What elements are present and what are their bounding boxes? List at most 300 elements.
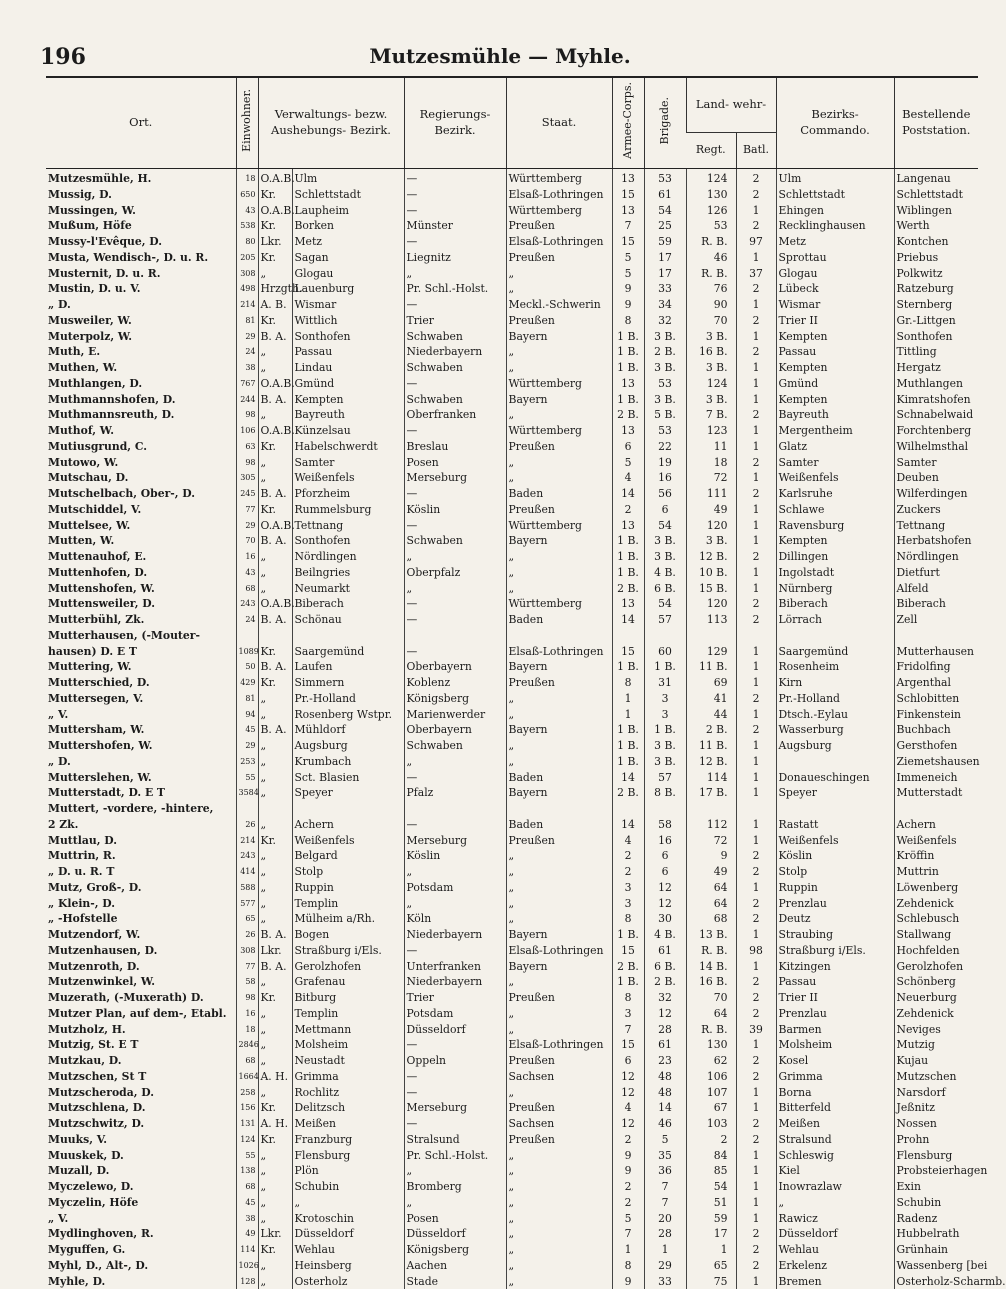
landwehr-batl-cell: 1 xyxy=(736,770,776,786)
armee-corps-cell: 2 B. xyxy=(612,959,644,975)
header-einwohner: Einwohner. xyxy=(236,77,258,169)
bezirks-commando-cell: Prenzlau xyxy=(776,896,894,912)
poststation-cell: Osterholz-Scharmb. xyxy=(894,1274,978,1289)
staat-cell: „ xyxy=(506,360,612,376)
table-row xyxy=(46,848,978,864)
staat-cell: Bayern xyxy=(506,533,612,549)
bezirks-commando-cell: Ulm xyxy=(776,169,894,187)
poststation-cell: Immeneich xyxy=(894,770,978,786)
staat-cell: „ xyxy=(506,1242,612,1258)
landwehr-regt-cell: 129 xyxy=(686,644,736,660)
verwaltung-bezirk-cell: Biberach xyxy=(292,596,404,612)
poststation-cell: Wilhelmsthal xyxy=(894,439,978,455)
staat-cell: „ xyxy=(506,880,612,896)
bezirks-commando-cell: Erkelenz xyxy=(776,1258,894,1274)
einwohner-cell: 70 xyxy=(236,533,258,549)
brigade-cell: 1 xyxy=(644,1242,686,1258)
landwehr-regt-cell: 7 B. xyxy=(686,407,736,423)
armee-corps-cell: 1 B. xyxy=(612,533,644,549)
table-row xyxy=(46,722,978,738)
poststation-cell: Wiblingen xyxy=(894,203,978,219)
verwaltung-type-cell: Kr. xyxy=(258,502,292,518)
einwohner-cell: 68 xyxy=(236,581,258,597)
regierungsbezirk-cell: Schwaben xyxy=(404,392,506,408)
regierungsbezirk-cell: „ xyxy=(404,581,506,597)
armee-corps-cell: 1 B. xyxy=(612,360,644,376)
regierungsbezirk-cell: Posen xyxy=(404,455,506,471)
brigade-cell: 59 xyxy=(644,234,686,250)
landwehr-batl-cell: 2 xyxy=(736,722,776,738)
table-row xyxy=(46,203,978,219)
table-row xyxy=(46,628,978,644)
armee-corps-cell: 3 xyxy=(612,896,644,912)
staat-cell: „ xyxy=(506,754,612,770)
register-table xyxy=(46,76,978,1289)
poststation-cell: Mutterhausen xyxy=(894,644,978,660)
poststation-cell: Zell xyxy=(894,612,978,628)
regierungsbezirk-cell: — xyxy=(404,1037,506,1053)
poststation-cell: Samter xyxy=(894,455,978,471)
bezirks-commando-cell: Wehlau xyxy=(776,1242,894,1258)
verwaltung-type-cell: O.A.B. xyxy=(258,596,292,612)
table-row xyxy=(46,313,978,329)
einwohner-cell: 45 xyxy=(236,1195,258,1211)
regierungsbezirk-cell: — xyxy=(404,1116,506,1132)
einwohner-cell: 429 xyxy=(236,675,258,691)
landwehr-regt-cell: 54 xyxy=(686,1179,736,1195)
ort-cell: Mutzschwitz, D. xyxy=(46,1116,236,1132)
verwaltung-type-cell: B. A. xyxy=(258,612,292,628)
verwaltung-type-cell: „ xyxy=(258,1085,292,1101)
table-row xyxy=(46,896,978,912)
einwohner-cell: 258 xyxy=(236,1085,258,1101)
landwehr-batl-cell: 1 xyxy=(736,880,776,896)
table-row xyxy=(46,407,978,423)
poststation-cell: Löwenberg xyxy=(894,880,978,896)
verwaltung-bezirk-cell: Mülheim a/Rh. xyxy=(292,911,404,927)
ort-cell: Mutzschen, St T xyxy=(46,1069,236,1085)
regierungsbezirk-cell xyxy=(404,801,506,817)
table-row xyxy=(46,927,978,943)
regierungsbezirk-cell: Pfalz xyxy=(404,785,506,801)
staat-cell: Bayern xyxy=(506,329,612,345)
einwohner-cell: 24 xyxy=(236,612,258,628)
table-row xyxy=(46,833,978,849)
header-brigade: Brigade. xyxy=(644,77,686,169)
verwaltung-type-cell: Lkr. xyxy=(258,1226,292,1242)
landwehr-batl-cell xyxy=(736,628,776,644)
brigade-cell: 16 xyxy=(644,470,686,486)
landwehr-batl-cell: 39 xyxy=(736,1022,776,1038)
regierungsbezirk-cell: — xyxy=(404,1085,506,1101)
header-batl: Batl. xyxy=(736,133,776,169)
verwaltung-type-cell: „ xyxy=(258,1148,292,1164)
poststation-cell: Gersthofen xyxy=(894,738,978,754)
einwohner-cell: 68 xyxy=(236,1053,258,1069)
einwohner-cell: 49 xyxy=(236,1226,258,1242)
landwehr-regt-cell: 11 xyxy=(686,439,736,455)
verwaltung-type-cell: Kr. xyxy=(258,990,292,1006)
regierungsbezirk-cell: Königsberg xyxy=(404,1242,506,1258)
landwehr-regt-cell: 113 xyxy=(686,612,736,628)
verwaltung-bezirk-cell: Sonthofen xyxy=(292,533,404,549)
bezirks-commando-cell: Grimma xyxy=(776,1069,894,1085)
staat-cell: Elsaß-Lothringen xyxy=(506,234,612,250)
poststation-cell: Mutzschen xyxy=(894,1069,978,1085)
landwehr-regt-cell: 16 B. xyxy=(686,344,736,360)
landwehr-batl-cell: 2 xyxy=(736,1069,776,1085)
bezirks-commando-cell: Ingolstadt xyxy=(776,565,894,581)
armee-corps-cell: 15 xyxy=(612,644,644,660)
poststation-cell: Nördlingen xyxy=(894,549,978,565)
armee-corps-cell: 7 xyxy=(612,1022,644,1038)
verwaltung-type-cell: „ xyxy=(258,974,292,990)
ort-cell: Mutzesmühle, H. xyxy=(46,169,236,187)
landwehr-batl-cell: 1 xyxy=(736,518,776,534)
ort-cell: 2 Zk. xyxy=(46,817,236,833)
verwaltung-bezirk-cell: Gerolzhofen xyxy=(292,959,404,975)
brigade-cell: 3 B. xyxy=(644,738,686,754)
brigade-cell: 3 B. xyxy=(644,360,686,376)
armee-corps-cell: 15 xyxy=(612,187,644,203)
brigade-cell: 33 xyxy=(644,281,686,297)
verwaltung-type-cell: O.A.B. xyxy=(258,376,292,392)
poststation-cell: Ziemetshausen xyxy=(894,754,978,770)
ort-cell: „ D. u. R. T xyxy=(46,864,236,880)
verwaltung-bezirk-cell: Heinsberg xyxy=(292,1258,404,1274)
ort-cell: Mutschiddel, V. xyxy=(46,502,236,518)
staat-cell: Württemberg xyxy=(506,169,612,187)
staat-cell: Preußen xyxy=(506,1053,612,1069)
brigade-cell: 57 xyxy=(644,612,686,628)
einwohner-cell: 16 xyxy=(236,1006,258,1022)
landwehr-regt-cell: 103 xyxy=(686,1116,736,1132)
verwaltung-bezirk-cell: Speyer xyxy=(292,785,404,801)
verwaltung-bezirk-cell: Weißenfels xyxy=(292,470,404,486)
landwehr-regt-cell: 62 xyxy=(686,1053,736,1069)
header-bezirks-commando: Bezirks- Commando. xyxy=(776,77,894,169)
table-row xyxy=(46,1085,978,1101)
staat-cell: „ xyxy=(506,266,612,282)
verwaltung-bezirk-cell: Rummelsburg xyxy=(292,502,404,518)
bezirks-commando-cell: Kosel xyxy=(776,1053,894,1069)
poststation-cell: Polkwitz xyxy=(894,266,978,282)
poststation-cell: Neviges xyxy=(894,1022,978,1038)
poststation-cell: Deuben xyxy=(894,470,978,486)
bezirks-commando-cell: Gmünd xyxy=(776,376,894,392)
landwehr-regt-cell: 130 xyxy=(686,187,736,203)
table-row xyxy=(46,455,978,471)
verwaltung-bezirk-cell: Lindau xyxy=(292,360,404,376)
landwehr-batl-cell: 1 xyxy=(736,581,776,597)
bezirks-commando-cell xyxy=(776,628,894,644)
ort-cell: Muttensweiler, D. xyxy=(46,596,236,612)
verwaltung-bezirk-cell: Achern xyxy=(292,817,404,833)
landwehr-batl-cell: 1 xyxy=(736,203,776,219)
regierungsbezirk-cell: — xyxy=(404,596,506,612)
staat-cell: „ xyxy=(506,864,612,880)
einwohner-cell: 50 xyxy=(236,659,258,675)
landwehr-regt-cell: 1 xyxy=(686,1242,736,1258)
poststation-cell: Zehdenick xyxy=(894,1006,978,1022)
verwaltung-type-cell: „ xyxy=(258,581,292,597)
verwaltung-type-cell: „ xyxy=(258,754,292,770)
table-row xyxy=(46,990,978,1006)
einwohner-cell: 498 xyxy=(236,281,258,297)
einwohner-cell: 38 xyxy=(236,1211,258,1227)
landwehr-regt-cell: 72 xyxy=(686,470,736,486)
regierungsbezirk-cell: Trier xyxy=(404,990,506,1006)
bezirks-commando-cell: Rawicz xyxy=(776,1211,894,1227)
regierungsbezirk-cell: Schwaben xyxy=(404,329,506,345)
bezirks-commando-cell: Trier II xyxy=(776,313,894,329)
brigade-cell: 16 xyxy=(644,833,686,849)
bezirks-commando-cell: Stralsund xyxy=(776,1132,894,1148)
staat-cell: Württemberg xyxy=(506,518,612,534)
armee-corps-cell: 9 xyxy=(612,1274,644,1289)
table-row xyxy=(46,1226,978,1242)
staat-cell xyxy=(506,801,612,817)
header-landwehr: Land- wehr- xyxy=(686,77,776,133)
staat-cell: Preußen xyxy=(506,1132,612,1148)
poststation-cell: Mutterstadt xyxy=(894,785,978,801)
ort-cell: Mutzer Plan, auf dem-, Etabl. xyxy=(46,1006,236,1022)
landwehr-regt-cell: 65 xyxy=(686,1258,736,1274)
regierungsbezirk-cell: — xyxy=(404,376,506,392)
staat-cell: Württemberg xyxy=(506,596,612,612)
brigade-cell: 2 B. xyxy=(644,344,686,360)
landwehr-regt-cell: 9 xyxy=(686,848,736,864)
landwehr-batl-cell: 2 xyxy=(736,596,776,612)
brigade-cell: 61 xyxy=(644,1037,686,1053)
brigade-cell: 3 B. xyxy=(644,533,686,549)
verwaltung-type-cell: „ xyxy=(258,1211,292,1227)
table-row xyxy=(46,817,978,833)
poststation-cell xyxy=(894,801,978,817)
poststation-cell: Muthlangen xyxy=(894,376,978,392)
einwohner-cell: 18 xyxy=(236,169,258,187)
poststation-cell: Nossen xyxy=(894,1116,978,1132)
landwehr-regt-cell: R. B. xyxy=(686,1022,736,1038)
regierungsbezirk-cell: Liegnitz xyxy=(404,250,506,266)
brigade-cell: 14 xyxy=(644,1100,686,1116)
regierungsbezirk-cell: Merseburg xyxy=(404,1100,506,1116)
landwehr-batl-cell: 2 xyxy=(736,187,776,203)
landwehr-batl-cell: 2 xyxy=(736,1053,776,1069)
brigade-cell: 54 xyxy=(644,596,686,612)
landwehr-regt-cell: 68 xyxy=(686,911,736,927)
table-row xyxy=(46,376,978,392)
table-row xyxy=(46,1195,978,1211)
verwaltung-type-cell: Kr. xyxy=(258,833,292,849)
bezirks-commando-cell: Deutz xyxy=(776,911,894,927)
regierungsbezirk-cell: Koblenz xyxy=(404,675,506,691)
staat-cell: Bayern xyxy=(506,959,612,975)
staat-cell: „ xyxy=(506,974,612,990)
landwehr-regt-cell: 106 xyxy=(686,1069,736,1085)
regierungsbezirk-cell: Stralsund xyxy=(404,1132,506,1148)
bezirks-commando-cell: Düsseldorf xyxy=(776,1226,894,1242)
armee-corps-cell: 2 xyxy=(612,864,644,880)
regierungsbezirk-cell: — xyxy=(404,297,506,313)
brigade-cell: 53 xyxy=(644,376,686,392)
regierungsbezirk-cell: „ xyxy=(404,864,506,880)
einwohner-cell: 2846 xyxy=(236,1037,258,1053)
regierungsbezirk-cell: „ xyxy=(404,549,506,565)
landwehr-batl-cell: 2 xyxy=(736,169,776,187)
regierungsbezirk-cell: — xyxy=(404,770,506,786)
ort-cell: Myczelin, Höfe xyxy=(46,1195,236,1211)
staat-cell: Preußen xyxy=(506,675,612,691)
poststation-cell: Gr.-Littgen xyxy=(894,313,978,329)
verwaltung-type-cell: O.A.B. xyxy=(258,518,292,534)
landwehr-regt-cell: 3 B. xyxy=(686,329,736,345)
verwaltung-type-cell: B. A. xyxy=(258,392,292,408)
table-row xyxy=(46,1132,978,1148)
landwehr-batl-cell: 1 xyxy=(736,659,776,675)
landwehr-batl-cell: 2 xyxy=(736,864,776,880)
header-staat: Staat. xyxy=(506,77,612,169)
bezirks-commando-cell: Rastatt xyxy=(776,817,894,833)
landwehr-regt-cell xyxy=(686,801,736,817)
bezirks-commando-cell: Pr.-Holland xyxy=(776,691,894,707)
staat-cell: Bayern xyxy=(506,927,612,943)
brigade-cell: 25 xyxy=(644,218,686,234)
staat-cell: „ xyxy=(506,281,612,297)
landwehr-batl-cell: 1 xyxy=(736,817,776,833)
verwaltung-type-cell: „ xyxy=(258,911,292,927)
poststation-cell: Biberach xyxy=(894,596,978,612)
einwohner-cell: 205 xyxy=(236,250,258,266)
header-verwaltungsbezirk: Verwaltungs- bezw. Aushebungs- Bezirk. xyxy=(258,77,404,169)
bezirks-commando-cell: Meißen xyxy=(776,1116,894,1132)
table-row xyxy=(46,1179,978,1195)
einwohner-cell: 767 xyxy=(236,376,258,392)
staat-cell: Elsaß-Lothringen xyxy=(506,187,612,203)
landwehr-batl-cell: 1 xyxy=(736,1037,776,1053)
verwaltung-bezirk-cell: Passau xyxy=(292,344,404,360)
landwehr-regt-cell: 2 xyxy=(686,1132,736,1148)
staat-cell: „ xyxy=(506,707,612,723)
staat-cell: Preußen xyxy=(506,218,612,234)
bezirks-commando-cell: Straßburg i/Els. xyxy=(776,943,894,959)
landwehr-batl-cell: 1 xyxy=(736,533,776,549)
bezirks-commando-cell: Kitzingen xyxy=(776,959,894,975)
armee-corps-cell: 12 xyxy=(612,1116,644,1132)
bezirks-commando-cell: Metz xyxy=(776,234,894,250)
ort-cell: Muthmannsreuth, D. xyxy=(46,407,236,423)
landwehr-batl-cell: 2 xyxy=(736,1006,776,1022)
ort-cell: Muuks, V. xyxy=(46,1132,236,1148)
brigade-cell: 4 B. xyxy=(644,927,686,943)
bezirks-commando-cell: Lörrach xyxy=(776,612,894,628)
einwohner-cell: 131 xyxy=(236,1116,258,1132)
verwaltung-type-cell: „ xyxy=(258,880,292,896)
staat-cell: Bayern xyxy=(506,785,612,801)
poststation-cell: Mutzig xyxy=(894,1037,978,1053)
verwaltung-bezirk-cell: Rosenberg Wstpr. xyxy=(292,707,404,723)
table-row xyxy=(46,1022,978,1038)
landwehr-batl-cell xyxy=(736,801,776,817)
regierungsbezirk-cell: Königsberg xyxy=(404,691,506,707)
verwaltung-bezirk-cell: Grimma xyxy=(292,1069,404,1085)
table-row xyxy=(46,423,978,439)
ort-cell: Myczelewo, D. xyxy=(46,1179,236,1195)
brigade-cell: 32 xyxy=(644,313,686,329)
bezirks-commando-cell: Biberach xyxy=(776,596,894,612)
staat-cell: „ xyxy=(506,691,612,707)
bezirks-commando-cell: Kempten xyxy=(776,329,894,345)
armee-corps-cell: 5 xyxy=(612,455,644,471)
landwehr-regt-cell: 13 B. xyxy=(686,927,736,943)
brigade-cell: 4 B. xyxy=(644,565,686,581)
poststation-cell: Zuckers xyxy=(894,502,978,518)
brigade-cell: 46 xyxy=(644,1116,686,1132)
einwohner-cell: 24 xyxy=(236,344,258,360)
landwehr-regt-cell: 112 xyxy=(686,817,736,833)
staat-cell: Baden xyxy=(506,770,612,786)
landwehr-regt-cell xyxy=(686,628,736,644)
ort-cell: Muttlau, D. xyxy=(46,833,236,849)
verwaltung-type-cell: Lkr. xyxy=(258,234,292,250)
poststation-cell: Tittling xyxy=(894,344,978,360)
landwehr-batl-cell: 1 xyxy=(736,439,776,455)
verwaltung-bezirk-cell: Krotoschin xyxy=(292,1211,404,1227)
armee-corps-cell: 13 xyxy=(612,203,644,219)
ort-cell: Myguffen, G. xyxy=(46,1242,236,1258)
ort-cell: Muuskek, D. xyxy=(46,1148,236,1164)
landwehr-batl-cell: 2 xyxy=(736,691,776,707)
brigade-cell: 28 xyxy=(644,1022,686,1038)
armee-corps-cell: 15 xyxy=(612,234,644,250)
verwaltung-bezirk-cell: Augsburg xyxy=(292,738,404,754)
regierungsbezirk-cell: Düsseldorf xyxy=(404,1226,506,1242)
landwehr-batl-cell: 1 xyxy=(736,1085,776,1101)
staat-cell: „ xyxy=(506,581,612,597)
staat-cell: „ xyxy=(506,896,612,912)
einwohner-cell: 1664 xyxy=(236,1069,258,1085)
ort-cell: Mutzenroth, D. xyxy=(46,959,236,975)
poststation-cell: Gerolzhofen xyxy=(894,959,978,975)
einwohner-cell: 55 xyxy=(236,1148,258,1164)
verwaltung-bezirk-cell: Flensburg xyxy=(292,1148,404,1164)
verwaltung-bezirk-cell: Belgard xyxy=(292,848,404,864)
einwohner-cell: 138 xyxy=(236,1163,258,1179)
verwaltung-bezirk-cell: Neumarkt xyxy=(292,581,404,597)
bezirks-commando-cell: Saargemünd xyxy=(776,644,894,660)
landwehr-batl-cell: 1 xyxy=(736,1274,776,1289)
einwohner-cell: 243 xyxy=(236,848,258,864)
verwaltung-type-cell: „ xyxy=(258,344,292,360)
brigade-cell: 5 xyxy=(644,1132,686,1148)
ort-cell: Mutterslehen, W. xyxy=(46,770,236,786)
bezirks-commando-cell: Schlettstadt xyxy=(776,187,894,203)
verwaltung-bezirk-cell xyxy=(292,801,404,817)
einwohner-cell: 29 xyxy=(236,329,258,345)
brigade-cell: 8 B. xyxy=(644,785,686,801)
verwaltung-bezirk-cell: Tettnang xyxy=(292,518,404,534)
einwohner-cell: 245 xyxy=(236,486,258,502)
einwohner-cell: 98 xyxy=(236,990,258,1006)
einwohner-cell: 106 xyxy=(236,423,258,439)
table-row xyxy=(46,785,978,801)
einwohner-cell: 68 xyxy=(236,1179,258,1195)
ort-cell: Muttrin, R. xyxy=(46,848,236,864)
landwehr-batl-cell: 2 xyxy=(736,848,776,864)
ort-cell: Muterpolz, W. xyxy=(46,329,236,345)
einwohner-cell: 1026 xyxy=(236,1258,258,1274)
brigade-cell: 53 xyxy=(644,423,686,439)
